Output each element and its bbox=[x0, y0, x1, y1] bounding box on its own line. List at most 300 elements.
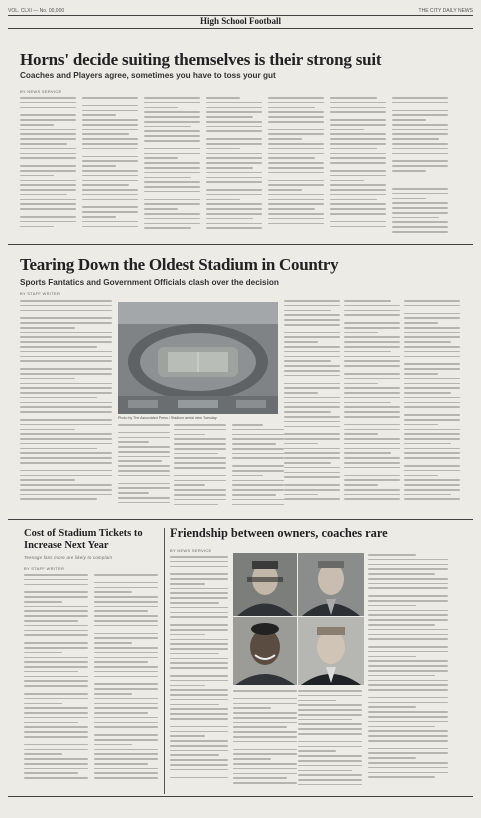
text-line bbox=[284, 411, 331, 413]
text-line bbox=[404, 327, 460, 329]
text-line bbox=[20, 452, 112, 454]
text-line bbox=[20, 448, 97, 450]
text-line bbox=[284, 360, 331, 362]
text-line bbox=[404, 443, 451, 445]
text-line bbox=[20, 397, 97, 399]
text-line bbox=[232, 424, 263, 426]
text-line bbox=[392, 193, 448, 195]
text-line bbox=[233, 690, 297, 692]
text-line bbox=[20, 332, 112, 334]
text-line bbox=[174, 480, 226, 482]
text-line bbox=[233, 703, 297, 705]
owner-portrait-2 bbox=[298, 553, 364, 616]
text-line bbox=[368, 573, 435, 575]
text-line bbox=[330, 107, 386, 109]
text-line bbox=[94, 777, 158, 779]
text-line bbox=[368, 595, 448, 597]
text-line bbox=[392, 165, 448, 167]
text-line bbox=[144, 111, 200, 113]
article1-subhead: Coaches and Players agree, sometimes you have to toss your gut bbox=[20, 71, 276, 80]
text-line bbox=[94, 652, 158, 654]
text-line bbox=[94, 726, 158, 728]
text-line bbox=[206, 153, 262, 155]
text-line bbox=[20, 194, 67, 196]
text-line bbox=[24, 749, 88, 751]
text-line bbox=[284, 467, 340, 469]
text-line bbox=[404, 368, 460, 370]
text-line bbox=[392, 148, 448, 150]
text-line bbox=[404, 402, 460, 404]
article4-headline: Friendship between owners, coaches rare bbox=[170, 526, 388, 540]
text-line bbox=[404, 484, 460, 486]
text-line bbox=[268, 133, 324, 135]
text-line bbox=[170, 750, 228, 752]
text-line bbox=[330, 138, 386, 140]
text-line bbox=[82, 97, 138, 99]
text-line bbox=[344, 305, 400, 307]
text-line bbox=[232, 453, 284, 455]
article2-headline: Tearing Down the Oldest Stadium in Country bbox=[20, 255, 339, 274]
text-line bbox=[82, 170, 138, 172]
text-line bbox=[344, 498, 400, 500]
text-line bbox=[392, 133, 448, 135]
text-line bbox=[20, 392, 112, 394]
text-line bbox=[20, 317, 112, 319]
text-line bbox=[94, 763, 148, 765]
text-line bbox=[233, 698, 297, 700]
text-line bbox=[20, 387, 112, 389]
text-line bbox=[404, 336, 460, 338]
text-line bbox=[20, 494, 112, 496]
text-line bbox=[298, 690, 362, 692]
text-line bbox=[344, 416, 400, 418]
text-line bbox=[94, 625, 158, 627]
text-line bbox=[94, 574, 158, 576]
text-column bbox=[392, 185, 448, 236]
text-line bbox=[170, 699, 228, 701]
text-line bbox=[20, 184, 76, 186]
text-line bbox=[344, 433, 378, 435]
text-line bbox=[82, 110, 138, 112]
text-line bbox=[344, 322, 400, 324]
text-line bbox=[404, 397, 460, 399]
text-line bbox=[206, 130, 262, 132]
text-line bbox=[170, 777, 228, 779]
text-line bbox=[344, 462, 400, 464]
text-line bbox=[268, 162, 324, 164]
text-line bbox=[330, 184, 386, 186]
text-line bbox=[344, 373, 400, 375]
text-line bbox=[24, 630, 88, 632]
text-line bbox=[330, 162, 386, 164]
text-line bbox=[206, 116, 253, 118]
text-line bbox=[368, 757, 416, 759]
text-line bbox=[20, 124, 54, 126]
text-column bbox=[174, 424, 226, 508]
text-line bbox=[20, 143, 67, 145]
text-line bbox=[368, 610, 448, 612]
text-column bbox=[404, 300, 460, 503]
text-line bbox=[344, 383, 378, 385]
text-line bbox=[368, 684, 448, 686]
text-line bbox=[20, 438, 112, 440]
text-line bbox=[174, 443, 226, 445]
text-line bbox=[144, 181, 200, 183]
text-line bbox=[24, 685, 88, 687]
text-line bbox=[232, 504, 284, 506]
text-line bbox=[206, 121, 262, 123]
text-line bbox=[268, 116, 324, 118]
text-line bbox=[368, 624, 435, 626]
text-line bbox=[170, 731, 228, 733]
text-line bbox=[170, 754, 219, 756]
text-line bbox=[392, 124, 448, 126]
text-line bbox=[330, 194, 386, 196]
text-line bbox=[118, 441, 149, 443]
text-line bbox=[344, 356, 400, 358]
text-line bbox=[170, 685, 205, 687]
text-line bbox=[233, 773, 297, 775]
text-line bbox=[368, 752, 448, 754]
owner-portrait-1 bbox=[233, 553, 297, 616]
text-line bbox=[174, 462, 226, 464]
text-line bbox=[118, 497, 170, 499]
text-line bbox=[20, 443, 112, 445]
text-line bbox=[20, 226, 54, 228]
text-line bbox=[268, 223, 324, 225]
text-line bbox=[284, 476, 340, 478]
text-line bbox=[268, 157, 315, 159]
text-line bbox=[344, 448, 400, 450]
text-line bbox=[268, 167, 324, 169]
text-line bbox=[284, 356, 340, 358]
text-line bbox=[232, 470, 284, 472]
text-line bbox=[232, 489, 284, 491]
text-line bbox=[144, 148, 200, 150]
text-line bbox=[232, 443, 276, 445]
text-line bbox=[232, 475, 263, 477]
text-line bbox=[82, 199, 138, 201]
portrait-image-1 bbox=[233, 553, 297, 616]
stadium-image bbox=[118, 302, 278, 414]
text-line bbox=[82, 156, 138, 158]
text-line bbox=[170, 708, 228, 710]
text-line bbox=[344, 332, 378, 334]
text-line bbox=[404, 373, 438, 375]
text-line bbox=[20, 138, 76, 140]
text-line bbox=[392, 198, 426, 200]
text-line bbox=[268, 194, 324, 196]
text-line bbox=[233, 707, 271, 709]
text-line bbox=[368, 735, 448, 737]
text-line bbox=[298, 709, 362, 711]
text-line bbox=[170, 648, 228, 650]
text-line bbox=[170, 573, 228, 575]
text-line bbox=[118, 460, 162, 462]
text-line bbox=[284, 498, 340, 500]
text-line bbox=[298, 714, 362, 716]
text-line bbox=[82, 221, 138, 223]
section-title: High School Football bbox=[199, 16, 281, 26]
text-line bbox=[170, 578, 228, 580]
text-line bbox=[268, 138, 302, 140]
article3-headline: Cost of Stadium Tickets to Increase Next Year bbox=[24, 528, 143, 551]
text-line bbox=[170, 718, 228, 720]
text-line bbox=[404, 457, 460, 459]
text-line bbox=[20, 406, 112, 408]
text-line bbox=[368, 583, 448, 585]
text-line bbox=[20, 170, 76, 172]
text-line bbox=[20, 102, 76, 104]
text-line bbox=[206, 172, 262, 174]
text-line bbox=[268, 143, 324, 145]
text-line bbox=[268, 121, 324, 123]
text-line bbox=[330, 180, 364, 182]
text-line bbox=[344, 467, 400, 469]
text-line bbox=[368, 716, 448, 718]
text-line bbox=[368, 740, 448, 742]
text-line bbox=[284, 319, 340, 321]
text-line bbox=[170, 561, 228, 563]
text-column bbox=[82, 97, 138, 230]
text-line bbox=[344, 479, 400, 481]
text-line bbox=[82, 211, 138, 213]
text-line bbox=[144, 121, 200, 123]
text-line bbox=[20, 114, 76, 116]
text-line bbox=[206, 102, 262, 104]
text-line bbox=[20, 411, 112, 413]
text-line bbox=[170, 759, 228, 761]
section-rule bbox=[8, 28, 473, 29]
text-line bbox=[344, 341, 400, 343]
text-line bbox=[368, 587, 448, 589]
text-line bbox=[174, 453, 218, 455]
text-line bbox=[24, 726, 88, 728]
text-line bbox=[174, 489, 226, 491]
text-line bbox=[298, 719, 352, 721]
text-line bbox=[170, 583, 205, 585]
text-line bbox=[368, 730, 448, 732]
text-line bbox=[24, 591, 88, 593]
article3-byline: BY STAFF WRITER bbox=[24, 566, 65, 571]
text-line bbox=[170, 556, 228, 558]
masthead-left: VOL. CLXI — No. 00,000 bbox=[8, 8, 65, 14]
text-line bbox=[20, 378, 75, 380]
text-line bbox=[284, 341, 318, 343]
text-line bbox=[233, 782, 297, 784]
text-line bbox=[174, 448, 226, 450]
text-line bbox=[233, 741, 297, 743]
text-line bbox=[20, 373, 112, 375]
text-line bbox=[206, 148, 240, 150]
text-line bbox=[404, 406, 460, 408]
text-line bbox=[24, 753, 62, 755]
text-line bbox=[344, 397, 400, 399]
text-line bbox=[170, 769, 228, 771]
text-line bbox=[170, 735, 205, 737]
article1-bottom-rule bbox=[8, 244, 473, 245]
text-line bbox=[392, 226, 448, 228]
text-line bbox=[82, 165, 116, 167]
text-line bbox=[144, 97, 200, 99]
text-line bbox=[404, 414, 460, 416]
text-line bbox=[170, 616, 228, 618]
text-line bbox=[368, 646, 448, 648]
text-line bbox=[20, 470, 112, 472]
text-line bbox=[170, 662, 228, 664]
text-line bbox=[20, 322, 112, 324]
article1-headline: Horns' decide suiting themselves is their strong suit bbox=[20, 50, 382, 69]
text-line bbox=[284, 305, 340, 307]
portrait-image-4 bbox=[298, 617, 364, 685]
text-line bbox=[404, 448, 460, 450]
text-line bbox=[284, 402, 340, 404]
stadium-photo-caption: Photo by The Associated Press / Stadium aerial view Tuesday bbox=[118, 416, 217, 420]
text-line bbox=[170, 745, 228, 747]
text-line bbox=[170, 592, 228, 594]
text-line bbox=[404, 346, 460, 348]
text-line bbox=[144, 227, 191, 229]
text-line bbox=[20, 351, 112, 353]
text-line bbox=[144, 130, 200, 132]
text-line bbox=[404, 429, 460, 431]
text-line bbox=[20, 221, 76, 223]
text-line bbox=[94, 666, 158, 668]
text-line bbox=[206, 223, 262, 225]
text-line bbox=[24, 676, 88, 678]
text-line bbox=[24, 661, 88, 663]
text-line bbox=[284, 426, 340, 428]
text-line bbox=[298, 746, 362, 748]
text-line bbox=[144, 126, 191, 128]
text-line bbox=[284, 462, 331, 464]
text-line bbox=[330, 208, 386, 210]
text-column bbox=[20, 300, 112, 503]
text-line bbox=[368, 656, 416, 658]
text-line bbox=[344, 406, 400, 408]
text-line bbox=[206, 97, 240, 99]
text-line bbox=[284, 472, 340, 474]
text-line bbox=[20, 180, 76, 182]
text-column bbox=[392, 97, 448, 175]
article4-byline: BY NEWS SERVICE bbox=[170, 548, 212, 553]
text-line bbox=[144, 140, 200, 142]
text-line bbox=[392, 221, 448, 223]
text-line bbox=[233, 731, 297, 733]
text-line bbox=[232, 457, 284, 459]
text-line bbox=[368, 711, 448, 713]
text-line bbox=[170, 607, 228, 609]
text-line bbox=[392, 153, 448, 155]
text-line bbox=[20, 479, 75, 481]
text-line bbox=[368, 665, 448, 667]
text-line bbox=[20, 203, 76, 205]
text-line bbox=[82, 129, 138, 131]
text-line bbox=[284, 375, 340, 377]
text-line bbox=[368, 600, 448, 602]
text-line bbox=[82, 194, 138, 196]
text-line bbox=[232, 465, 284, 467]
text-line bbox=[330, 189, 386, 191]
text-column bbox=[94, 574, 158, 782]
text-line bbox=[174, 467, 226, 469]
text-line bbox=[24, 596, 88, 598]
text-column bbox=[118, 424, 170, 507]
text-line bbox=[82, 119, 138, 121]
text-line bbox=[20, 457, 112, 459]
text-line bbox=[94, 615, 158, 617]
text-line bbox=[170, 588, 228, 590]
text-line bbox=[206, 162, 262, 164]
text-line bbox=[368, 762, 448, 764]
text-line bbox=[344, 336, 400, 338]
text-line bbox=[330, 124, 386, 126]
text-line bbox=[170, 597, 228, 599]
text-line bbox=[232, 480, 284, 482]
text-line bbox=[24, 703, 62, 705]
article2-bottom-rule bbox=[8, 519, 473, 520]
text-line bbox=[118, 446, 170, 448]
text-line bbox=[404, 351, 460, 353]
text-line bbox=[94, 717, 158, 719]
text-line bbox=[284, 332, 340, 334]
text-column bbox=[344, 300, 400, 503]
text-line bbox=[82, 175, 138, 177]
text-line bbox=[233, 712, 297, 714]
text-line bbox=[94, 753, 158, 755]
text-line bbox=[206, 213, 262, 215]
text-line bbox=[284, 300, 340, 302]
text-line bbox=[144, 191, 200, 193]
text-line bbox=[284, 443, 318, 445]
text-line bbox=[24, 717, 88, 719]
text-line bbox=[24, 777, 88, 779]
text-line bbox=[20, 498, 97, 500]
text-line bbox=[144, 167, 200, 169]
text-line bbox=[298, 755, 362, 757]
text-line bbox=[392, 202, 448, 204]
text-line bbox=[20, 189, 76, 191]
text-line bbox=[174, 429, 226, 431]
text-line bbox=[94, 637, 158, 639]
text-line bbox=[298, 770, 352, 772]
text-line bbox=[268, 189, 302, 191]
text-line bbox=[94, 744, 132, 746]
text-line bbox=[24, 574, 88, 576]
text-line bbox=[368, 629, 448, 631]
text-line bbox=[404, 356, 460, 358]
text-line bbox=[82, 184, 129, 186]
text-line bbox=[144, 157, 178, 159]
text-line bbox=[170, 624, 228, 626]
text-line bbox=[344, 351, 391, 353]
text-line bbox=[94, 661, 148, 663]
text-line bbox=[330, 119, 386, 121]
text-line bbox=[284, 484, 340, 486]
text-column bbox=[330, 97, 386, 230]
text-line bbox=[284, 416, 340, 418]
text-line bbox=[404, 387, 460, 389]
text-line bbox=[20, 341, 112, 343]
text-line bbox=[330, 143, 386, 145]
text-line bbox=[144, 153, 200, 155]
text-line bbox=[170, 680, 228, 682]
text-line bbox=[206, 194, 262, 196]
text-line bbox=[368, 767, 448, 769]
masthead-right: THE CITY DAILY NEWS bbox=[418, 8, 473, 14]
text-line bbox=[24, 606, 88, 608]
text-line bbox=[144, 162, 200, 164]
